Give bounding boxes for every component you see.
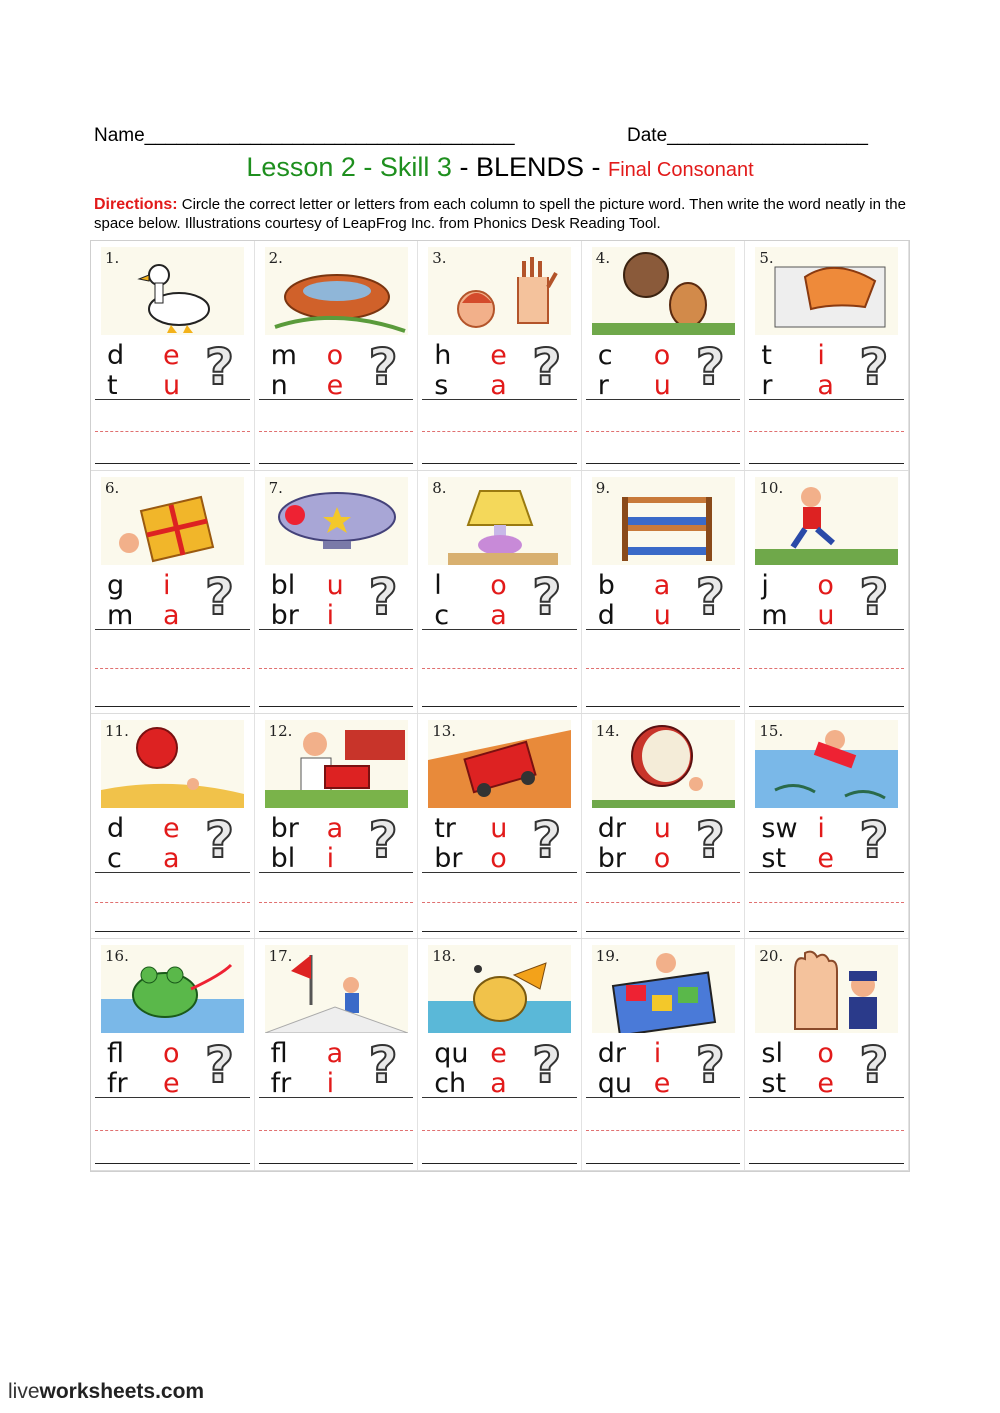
name-label[interactable]: Name___________________________________: [94, 125, 515, 146]
vowel-choice[interactable]: o: [326, 340, 344, 371]
duck-illustration: [101, 247, 244, 335]
exercise-item: [582, 241, 746, 470]
writing-line-top: [749, 399, 904, 400]
item-number: 4.: [595, 249, 611, 267]
writing-line-base[interactable]: [586, 706, 741, 707]
question-mark-icon[interactable]: ?: [532, 338, 562, 396]
writing-line-top: [586, 1097, 741, 1098]
picture-disk: [101, 720, 244, 808]
vowel-choice[interactable]: o: [653, 340, 671, 371]
letter-choice[interactable]: g: [107, 570, 125, 601]
vowel-choice[interactable]: o: [653, 843, 671, 874]
vowel-choice[interactable]: u: [653, 600, 671, 631]
item-number: 17.: [268, 947, 293, 965]
vowel-choice[interactable]: i: [326, 600, 335, 631]
item-number: 13.: [432, 722, 457, 740]
vowel-choice[interactable]: a: [326, 1038, 344, 1069]
letter-choice[interactable]: dr: [597, 1038, 627, 1069]
date-label[interactable]: Date___________________: [627, 125, 868, 146]
letter-choices: [751, 1036, 903, 1099]
exercise-item: [91, 241, 255, 470]
letter-choice[interactable]: m: [270, 340, 297, 371]
rock-illustration: [592, 247, 735, 335]
question-mark-icon[interactable]: ?: [695, 338, 725, 396]
question-mark-icon[interactable]: ?: [368, 1036, 398, 1094]
picture-hand: [428, 247, 571, 335]
bunk-illustration: [592, 477, 735, 565]
writing-line-dashed: [259, 668, 414, 669]
exercise-item: [255, 241, 419, 470]
letter-choices: [424, 1036, 576, 1099]
writing-line-dashed: [95, 668, 250, 669]
writing-line-base[interactable]: [586, 1163, 741, 1164]
vowel-choice[interactable]: u: [817, 600, 835, 631]
writing-line-base[interactable]: [95, 463, 250, 464]
exercise-item: [255, 714, 419, 938]
letter-choices: [751, 338, 903, 401]
letter-choices: [424, 811, 576, 874]
footer-brand: [8, 1380, 204, 1404]
writing-line-top: [422, 399, 577, 400]
writing-line-base[interactable]: [749, 463, 904, 464]
writing-line-top: [95, 629, 250, 630]
writing-line-base[interactable]: [95, 706, 250, 707]
vowel-choice[interactable]: e: [817, 843, 835, 874]
item-number: 12.: [268, 722, 293, 740]
letter-choices: [97, 811, 249, 874]
writing-line-dashed: [586, 431, 741, 432]
writing-line-top: [586, 872, 741, 873]
vowel-choice[interactable]: a: [326, 813, 344, 844]
item-number: 15.: [759, 722, 784, 740]
writing-line-top: [749, 629, 904, 630]
letter-choice[interactable]: r: [597, 370, 609, 401]
question-mark-icon[interactable]: ?: [859, 568, 889, 626]
name-date-line: [94, 125, 914, 149]
vowel-choice[interactable]: i: [653, 1038, 662, 1069]
picture-truck: [428, 720, 571, 808]
item-number: 6.: [105, 479, 120, 497]
picture-rock: [592, 247, 735, 335]
title-lesson: Lesson 2 - Skill 3: [246, 152, 452, 182]
writing-line-top: [95, 399, 250, 400]
letter-choices: [261, 811, 413, 874]
letter-choice[interactable]: m: [107, 600, 134, 631]
question-mark-icon[interactable]: ?: [205, 338, 235, 396]
exercise-row: [91, 471, 909, 714]
footer-brand-name: worksheets.com: [39, 1380, 205, 1403]
writing-line-base[interactable]: [422, 463, 577, 464]
letter-choice[interactable]: br: [270, 600, 299, 631]
directions-label: Directions:: [94, 196, 178, 213]
letter-choice[interactable]: tr: [434, 813, 456, 844]
letter-choice[interactable]: sw: [761, 813, 798, 844]
exercise-item: [745, 939, 909, 1170]
exercise-item: [91, 471, 255, 713]
letter-choice[interactable]: bl: [270, 843, 296, 874]
blimp-illustration: [265, 477, 408, 565]
letter-choices: [97, 1036, 249, 1099]
letter-choice[interactable]: d: [597, 600, 615, 631]
writing-line-base[interactable]: [586, 931, 741, 932]
vowel-choice[interactable]: e: [163, 1068, 180, 1099]
letter-choice[interactable]: s: [434, 370, 449, 401]
writing-line-top: [259, 399, 414, 400]
vowel-choice[interactable]: i: [326, 1068, 335, 1099]
vowel-choice[interactable]: o: [817, 1038, 834, 1069]
title-final-consonant: Final Consonant: [607, 159, 754, 181]
letter-choice[interactable]: br: [434, 843, 463, 874]
exercise-grid: [90, 240, 910, 1172]
letter-choice[interactable]: c: [107, 843, 122, 874]
item-number: 14.: [595, 722, 620, 740]
exercise-item: [255, 939, 419, 1170]
letter-choice[interactable]: d: [107, 813, 125, 844]
writing-line-top: [259, 872, 414, 873]
writing-line-base[interactable]: [749, 1163, 904, 1164]
vowel-choice[interactable]: a: [490, 1068, 507, 1099]
exercise-item: [255, 471, 419, 713]
picture-drum: [592, 720, 735, 808]
question-mark-icon[interactable]: ?: [859, 1036, 889, 1094]
title-blends: - BLENDS -: [451, 152, 608, 182]
question-mark-icon[interactable]: ?: [695, 568, 725, 626]
vowel-choice[interactable]: u: [490, 813, 508, 844]
vowel-choice[interactable]: i: [326, 843, 335, 874]
worksheet-title: [0, 152, 1000, 183]
exercise-item: [91, 714, 255, 938]
letter-choices: [261, 568, 413, 631]
vowel-choice[interactable]: u: [163, 370, 181, 401]
trash-illustration: [755, 247, 898, 335]
exercise-row: [91, 714, 909, 939]
letter-choice[interactable]: n: [270, 370, 288, 401]
question-mark-icon[interactable]: ?: [859, 811, 889, 869]
letter-choices: [588, 568, 740, 631]
writing-line-top: [259, 629, 414, 630]
writing-line-top: [95, 1097, 250, 1098]
picture-duck: [101, 247, 244, 335]
letter-choices: [588, 338, 740, 401]
writing-line-dashed: [95, 431, 250, 432]
question-mark-icon[interactable]: ?: [695, 811, 725, 869]
question-mark-icon[interactable]: ?: [695, 1036, 725, 1094]
writing-line-base[interactable]: [749, 706, 904, 707]
item-number: 9.: [595, 479, 611, 497]
vowel-choice[interactable]: e: [163, 813, 180, 844]
vowel-choice[interactable]: i: [817, 813, 825, 844]
vowel-choice[interactable]: o: [490, 843, 507, 874]
item-number: 3.: [432, 249, 447, 267]
letter-choices: [261, 338, 413, 401]
letter-choice[interactable]: b: [597, 570, 615, 601]
picture-bunk: [592, 477, 735, 565]
writing-line-base[interactable]: [95, 1163, 250, 1164]
writing-line-dashed: [422, 1130, 577, 1131]
writing-line-dashed: [259, 902, 414, 903]
question-mark-icon[interactable]: ?: [205, 568, 235, 626]
item-number: 19.: [595, 947, 620, 965]
writing-line-base[interactable]: [586, 463, 741, 464]
writing-line-dashed: [422, 902, 577, 903]
writing-line-dashed: [95, 1130, 250, 1131]
exercise-item: [418, 714, 582, 938]
item-number: 5.: [759, 249, 774, 267]
writing-line-dashed: [422, 668, 577, 669]
vowel-choice[interactable]: u: [326, 570, 344, 601]
writing-line-base[interactable]: [259, 463, 414, 464]
exercise-row: [91, 241, 909, 471]
writing-line-top: [422, 872, 577, 873]
letter-choice[interactable]: t: [761, 340, 772, 371]
vowel-choice[interactable]: e: [163, 340, 180, 371]
vowel-choice[interactable]: i: [163, 570, 171, 601]
letter-choice[interactable]: dr: [597, 813, 627, 844]
writing-line-dashed: [586, 1130, 741, 1131]
picture-stop: [755, 945, 898, 1033]
item-number: 2.: [268, 249, 283, 267]
writing-line-top: [422, 1097, 577, 1098]
nest-illustration: [265, 247, 408, 335]
exercise-item: [582, 714, 746, 938]
writing-line-top: [586, 629, 741, 630]
exercise-item: [91, 939, 255, 1170]
picture-gift: [101, 477, 244, 565]
vowel-choice[interactable]: u: [653, 813, 671, 844]
letter-choice[interactable]: st: [761, 843, 787, 874]
letter-choice[interactable]: r: [761, 370, 773, 401]
writing-line-dashed: [422, 431, 577, 432]
letter-choices: [261, 1036, 413, 1099]
picture-trash: [755, 247, 898, 335]
writing-line-dashed: [586, 668, 741, 669]
question-mark-icon[interactable]: ?: [532, 811, 562, 869]
exercise-item: [418, 471, 582, 713]
letter-choice[interactable]: br: [597, 843, 627, 874]
question-mark-icon[interactable]: ?: [859, 338, 889, 396]
picture-swim: [755, 720, 898, 808]
gift-illustration: [101, 477, 244, 565]
writing-line-top: [95, 872, 250, 873]
letter-choice[interactable]: j: [761, 570, 769, 601]
letter-choices: [588, 1036, 740, 1099]
letter-choice[interactable]: c: [434, 600, 450, 631]
vowel-choice[interactable]: o: [490, 570, 507, 601]
vowel-choice[interactable]: e: [490, 340, 507, 371]
item-number: 1.: [105, 249, 120, 267]
hand-illustration: [428, 247, 571, 335]
vowel-choice[interactable]: u: [653, 370, 671, 401]
letter-choice[interactable]: ch: [434, 1068, 467, 1099]
writing-line-dashed: [749, 1130, 904, 1131]
exercise-row: [91, 939, 909, 1171]
question-mark-icon[interactable]: ?: [205, 1036, 235, 1094]
writing-line-base[interactable]: [259, 931, 414, 932]
vowel-choice[interactable]: a: [817, 370, 834, 401]
letter-choice[interactable]: sl: [761, 1038, 783, 1069]
exercise-item: [418, 939, 582, 1170]
picture-lamp: [428, 477, 571, 565]
letter-choice[interactable]: bl: [270, 570, 296, 601]
letter-choices: [424, 338, 576, 401]
picture-blimp: [265, 477, 408, 565]
writing-line-top: [749, 1097, 904, 1098]
picture-jump: [755, 477, 898, 565]
writing-line-top: [422, 629, 577, 630]
letter-choices: [751, 811, 903, 874]
letter-choices: [424, 568, 576, 631]
vowel-choice[interactable]: o: [817, 570, 834, 601]
letter-choice[interactable]: m: [761, 600, 788, 631]
picture-quilt: [592, 945, 735, 1033]
writing-line-dashed: [749, 431, 904, 432]
exercise-item: [582, 471, 746, 713]
writing-line-base[interactable]: [422, 706, 577, 707]
vowel-choice[interactable]: e: [326, 370, 344, 401]
writing-line-top: [259, 1097, 414, 1098]
footer-brand-prefix: live: [8, 1380, 40, 1403]
vowel-choice[interactable]: e: [653, 1068, 671, 1099]
exercise-item: [745, 471, 909, 713]
writing-line-dashed: [95, 902, 250, 903]
picture-nest: [265, 247, 408, 335]
picture-quack: [428, 945, 571, 1033]
letter-choices: [97, 568, 249, 631]
letter-choice[interactable]: br: [270, 813, 299, 844]
letter-choice[interactable]: qu: [597, 1068, 633, 1099]
vowel-choice[interactable]: a: [163, 843, 180, 874]
writing-line-dashed: [259, 431, 414, 432]
vowel-choice[interactable]: a: [490, 600, 507, 631]
directions: [94, 195, 909, 233]
writing-line-base[interactable]: [95, 931, 250, 932]
writing-line-base[interactable]: [259, 706, 414, 707]
lamp-illustration: [428, 477, 571, 565]
item-number: 7.: [268, 479, 283, 497]
directions-text: Circle the correct letter or letters from each column to spell the picture word. Then write the word neatly in the space below. Illustrations courtesy of LeapFrog Inc. from Phonics Desk Reading Tool.: [94, 196, 906, 232]
exercise-item: [745, 241, 909, 470]
picture-flag: [265, 945, 408, 1033]
letter-choice[interactable]: qu: [434, 1038, 469, 1069]
item-number: 20.: [759, 947, 784, 965]
vowel-choice[interactable]: a: [653, 570, 671, 601]
letter-choice[interactable]: fl: [270, 1038, 288, 1069]
letter-choice[interactable]: h: [434, 340, 452, 371]
item-number: 8.: [432, 479, 447, 497]
letter-choice[interactable]: t: [107, 370, 118, 401]
vowel-choice[interactable]: a: [490, 370, 507, 401]
question-mark-icon[interactable]: ?: [368, 811, 398, 869]
vowel-choice[interactable]: a: [163, 600, 180, 631]
item-number: 18.: [432, 947, 457, 965]
letter-choices: [97, 338, 249, 401]
question-mark-icon[interactable]: ?: [532, 568, 562, 626]
vowel-choice[interactable]: o: [163, 1038, 180, 1069]
writing-line-dashed: [259, 1130, 414, 1131]
question-mark-icon[interactable]: ?: [368, 338, 398, 396]
letter-choice[interactable]: st: [761, 1068, 787, 1099]
writing-line-top: [749, 872, 904, 873]
writing-line-base[interactable]: [749, 931, 904, 932]
item-number: 16.: [105, 947, 129, 965]
exercise-item: [745, 714, 909, 938]
letter-choice[interactable]: l: [434, 570, 442, 601]
exercise-item: [582, 939, 746, 1170]
vowel-choice[interactable]: i: [817, 340, 825, 371]
item-number: 10.: [759, 479, 784, 497]
writing-line-dashed: [749, 668, 904, 669]
picture-brick: [265, 720, 408, 808]
question-mark-icon[interactable]: ?: [205, 811, 235, 869]
letter-choice[interactable]: fr: [107, 1068, 128, 1099]
writing-line-dashed: [749, 902, 904, 903]
writing-line-base[interactable]: [422, 931, 577, 932]
letter-choices: [588, 811, 740, 874]
letter-choice[interactable]: c: [597, 340, 613, 371]
vowel-choice[interactable]: e: [817, 1068, 835, 1099]
picture-frog: [101, 945, 244, 1033]
letter-choice[interactable]: d: [107, 340, 125, 371]
vowel-choice[interactable]: e: [490, 1038, 507, 1069]
writing-line-base[interactable]: [259, 1163, 414, 1164]
letter-choice[interactable]: fr: [270, 1068, 292, 1099]
question-mark-icon[interactable]: ?: [532, 1036, 562, 1094]
exercise-item: [418, 241, 582, 470]
letter-choices: [751, 568, 903, 631]
letter-choice[interactable]: fl: [107, 1038, 125, 1069]
writing-line-top: [586, 399, 741, 400]
writing-line-dashed: [586, 902, 741, 903]
item-number: 11.: [105, 722, 129, 740]
question-mark-icon[interactable]: ?: [368, 568, 398, 626]
writing-line-base[interactable]: [422, 1163, 577, 1164]
